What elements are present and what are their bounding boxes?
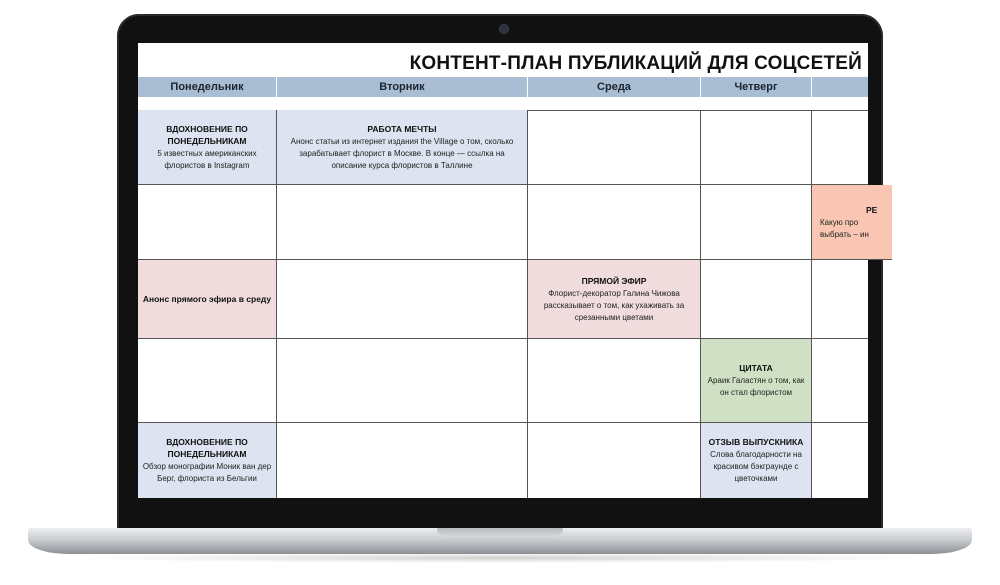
page-title: КОНТЕНТ-ПЛАН ПУБЛИКАЦИЙ ДЛЯ СОЦСЕТЕЙ <box>409 53 862 74</box>
cell-r2-thursday[interactable] <box>701 185 812 260</box>
laptop-notch <box>437 528 563 537</box>
cell-r1-monday[interactable] <box>138 110 277 185</box>
cell-body: Араик Галастян о том, как он стал флористом <box>707 376 805 397</box>
cell-r4-thursday[interactable] <box>701 339 812 423</box>
cell-r4-monday[interactable] <box>138 339 277 423</box>
cell-heading: РЕ <box>866 204 878 215</box>
column-header-wednesday[interactable]: Среда <box>528 77 701 97</box>
column-header-tuesday[interactable]: Вторник <box>277 77 528 97</box>
webcam-icon <box>500 25 508 33</box>
cell-r3-monday[interactable] <box>138 260 277 339</box>
cell-r2-wednesday[interactable] <box>528 185 701 260</box>
cell-r5-monday[interactable] <box>138 423 277 498</box>
cell-r1-tuesday[interactable] <box>277 110 528 185</box>
cell-body: Обзор монографии Моник ван дер Берг, флориста из Бельгии <box>142 462 272 483</box>
column-header-friday[interactable] <box>812 77 868 97</box>
laptop-shadow <box>60 553 940 563</box>
cell-r2-monday[interactable] <box>138 185 277 260</box>
cell-r5-thursday[interactable] <box>701 423 812 498</box>
cell-r2-tuesday[interactable] <box>277 185 528 260</box>
cell-r4-friday[interactable] <box>812 339 868 423</box>
cell-r1-thursday[interactable] <box>701 110 812 185</box>
cell-heading: ВДОХНОВЕНИЕ ПО ПОНЕДЕЛЬНИКАМ <box>166 437 248 459</box>
cell-r5-wednesday[interactable] <box>528 423 701 498</box>
cell-heading: ПРЯМОЙ ЭФИР <box>581 275 647 286</box>
cell-heading: ОТЗЫВ ВЫПУСКНИКА <box>708 437 804 447</box>
cell-r4-tuesday[interactable] <box>277 339 528 423</box>
cell-r5-tuesday[interactable] <box>277 423 528 498</box>
spreadsheet-screen <box>138 43 878 498</box>
cell-heading: ВДОХНОВЕНИЕ ПО ПОНЕДЕЛЬНИКАМ <box>166 123 248 146</box>
cell-heading: РАБОТА МЕЧТЫ <box>367 123 437 134</box>
cell-r1-friday[interactable] <box>812 110 868 185</box>
cell-heading: ЦИТАТА <box>739 363 773 373</box>
cell-r3-thursday[interactable] <box>701 260 812 339</box>
cell-r3-wednesday[interactable] <box>528 260 701 339</box>
cell-r3-tuesday[interactable] <box>277 260 528 339</box>
cell-r5-friday[interactable] <box>812 423 868 498</box>
cell-body: 5 известных американских флористов в Instagram <box>157 148 257 170</box>
cell-body: Слова благодарности на красивом бэкграунде с цветочками <box>710 450 802 483</box>
column-header-monday[interactable]: Понедельник <box>138 77 277 97</box>
cell-heading: Анонс прямого эфира в среду <box>142 294 272 304</box>
column-header-thursday[interactable]: Четверг <box>701 77 812 97</box>
cell-body: Анонс статьи из интернет издания the Village о том, сколько зарабатывает флорист в Москве. В конце — ссылка на описание курса флористов в Таллине <box>290 136 514 170</box>
cell-body: Какую про выбрать – ин <box>820 217 869 239</box>
spacer-row <box>138 97 868 111</box>
cell-body: Флорист-декоратор Галина Чижова рассказывает о том, как ухаживать за срезанными цветами <box>543 288 685 322</box>
cell-r2-friday[interactable] <box>812 185 892 260</box>
cell-r1-wednesday[interactable] <box>528 110 701 185</box>
cell-r4-wednesday[interactable] <box>528 339 701 423</box>
cell-r3-friday[interactable] <box>812 260 868 339</box>
